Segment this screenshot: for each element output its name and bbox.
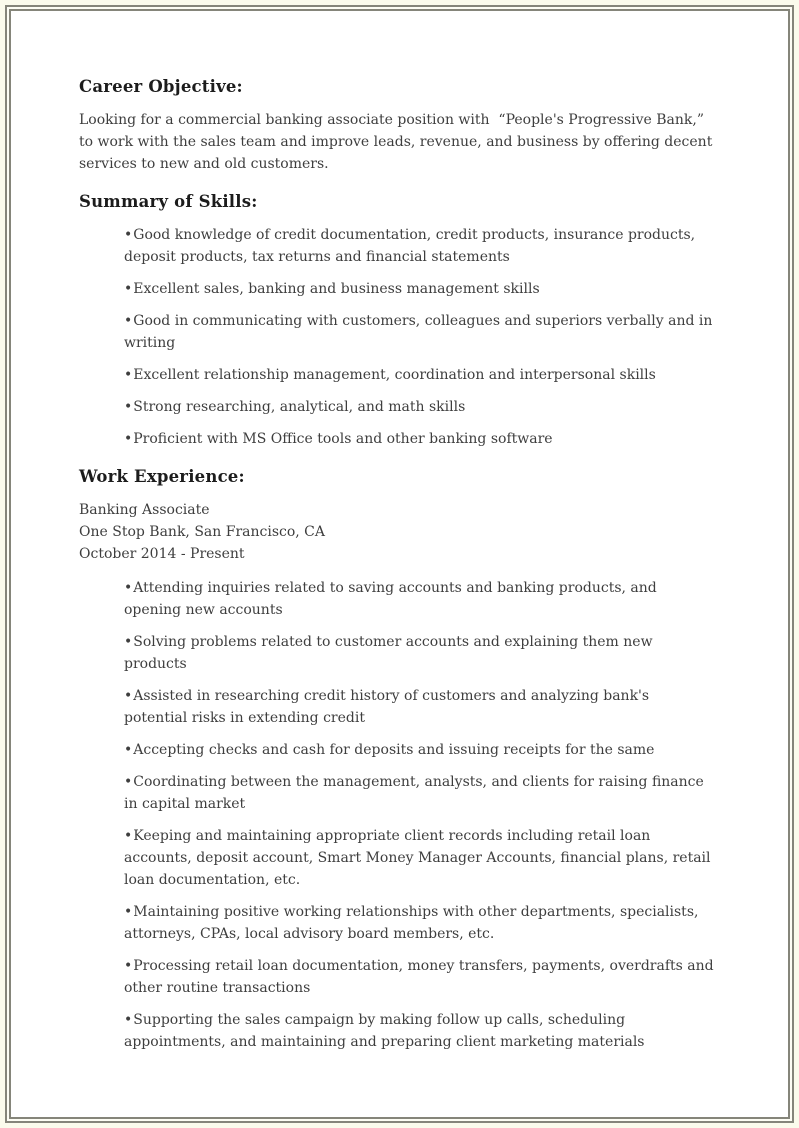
job-block	[79, 499, 716, 565]
bullet-icon: •	[124, 828, 133, 844]
bullet-icon: •	[124, 774, 133, 790]
bullet-icon: •	[124, 742, 133, 758]
job-dates: October 2014 - Present	[79, 546, 245, 562]
skill-text: Good knowledge of credit documentation, credit products, insurance products, deposit products, tax returns and financial statements	[124, 227, 696, 265]
duty-text: Coordinating between the management, analysts, and clients for raising finance in capital market	[124, 774, 704, 812]
duty-text: Keeping and maintaining appropriate client records including retail loan accounts, deposit account, Smart Money Manager Accounts, financial plans, retail loan documentation, etc.	[124, 828, 711, 888]
list-item	[124, 955, 716, 999]
list-item	[124, 577, 716, 621]
bullet-icon: •	[124, 227, 133, 243]
list-item	[124, 278, 716, 300]
resume-document	[11, 11, 788, 1053]
skill-text: Good in communicating with customers, colleagues and superiors verbally and in writing	[124, 313, 713, 351]
list-item	[124, 1009, 716, 1053]
duty-text: Accepting checks and cash for deposits and issuing receipts for the same	[133, 742, 655, 758]
work-experience-list	[124, 577, 716, 1053]
bullet-icon: •	[124, 431, 133, 447]
bullet-icon: •	[124, 399, 133, 415]
list-item	[124, 364, 716, 386]
duty-text: Supporting the sales campaign by making follow up calls, scheduling appointments, and maintaining and preparing client marketing materials	[124, 1012, 645, 1050]
bullet-icon: •	[124, 958, 133, 974]
list-item	[124, 685, 716, 729]
bullet-icon: •	[124, 904, 133, 920]
duty-text: Attending inquiries related to saving accounts and banking products, and opening new accounts	[124, 580, 657, 618]
job-title: Banking Associate	[79, 502, 210, 518]
list-item	[124, 428, 716, 450]
list-item	[124, 739, 716, 761]
bullet-icon: •	[124, 1012, 133, 1028]
career-objective-heading: Career Objective:	[79, 77, 243, 96]
bullet-icon: •	[124, 313, 133, 329]
duty-text: Processing retail loan documentation, money transfers, payments, overdrafts and other routine transactions	[124, 958, 714, 996]
list-item	[124, 901, 716, 945]
section-summary-of-skills	[79, 191, 716, 450]
section-career-objective	[79, 76, 716, 175]
bullet-icon: •	[124, 688, 133, 704]
page-border-outer	[5, 5, 794, 1123]
skills-list	[124, 224, 716, 450]
list-item	[124, 224, 716, 268]
skill-text: Excellent relationship management, coordination and interpersonal skills	[133, 367, 656, 383]
bullet-icon: •	[124, 281, 133, 297]
summary-of-skills-heading: Summary of Skills:	[79, 192, 258, 211]
skill-text: Strong researching, analytical, and math skills	[133, 399, 466, 415]
list-item	[124, 310, 716, 354]
list-item	[124, 771, 716, 815]
skill-text: Excellent sales, banking and business management skills	[133, 281, 540, 297]
page-border-inner	[9, 9, 790, 1119]
work-experience-heading: Work Experience:	[79, 467, 245, 486]
bullet-icon: •	[124, 634, 133, 650]
duty-text: Assisted in researching credit history of customers and analyzing bank's potential risks in extending credit	[124, 688, 650, 726]
career-objective-text: Looking for a commercial banking associate position with “People's Progressive Bank,” to work with the sales team and improve leads, revenue, and business by offering decent services to new and old customers.	[79, 112, 713, 172]
duty-text: Solving problems related to customer accounts and explaining them new products	[124, 634, 653, 672]
bullet-icon: •	[124, 580, 133, 596]
duty-text: Maintaining positive working relationships with other departments, specialists, attorneys, CPAs, local advisory board members, etc.	[124, 904, 699, 942]
list-item	[124, 396, 716, 418]
list-item	[124, 825, 716, 891]
job-company: One Stop Bank, San Francisco, CA	[79, 524, 325, 540]
bullet-icon: •	[124, 367, 133, 383]
section-work-experience	[79, 466, 716, 1053]
list-item	[124, 631, 716, 675]
skill-text: Proficient with MS Office tools and other banking software	[133, 431, 553, 447]
